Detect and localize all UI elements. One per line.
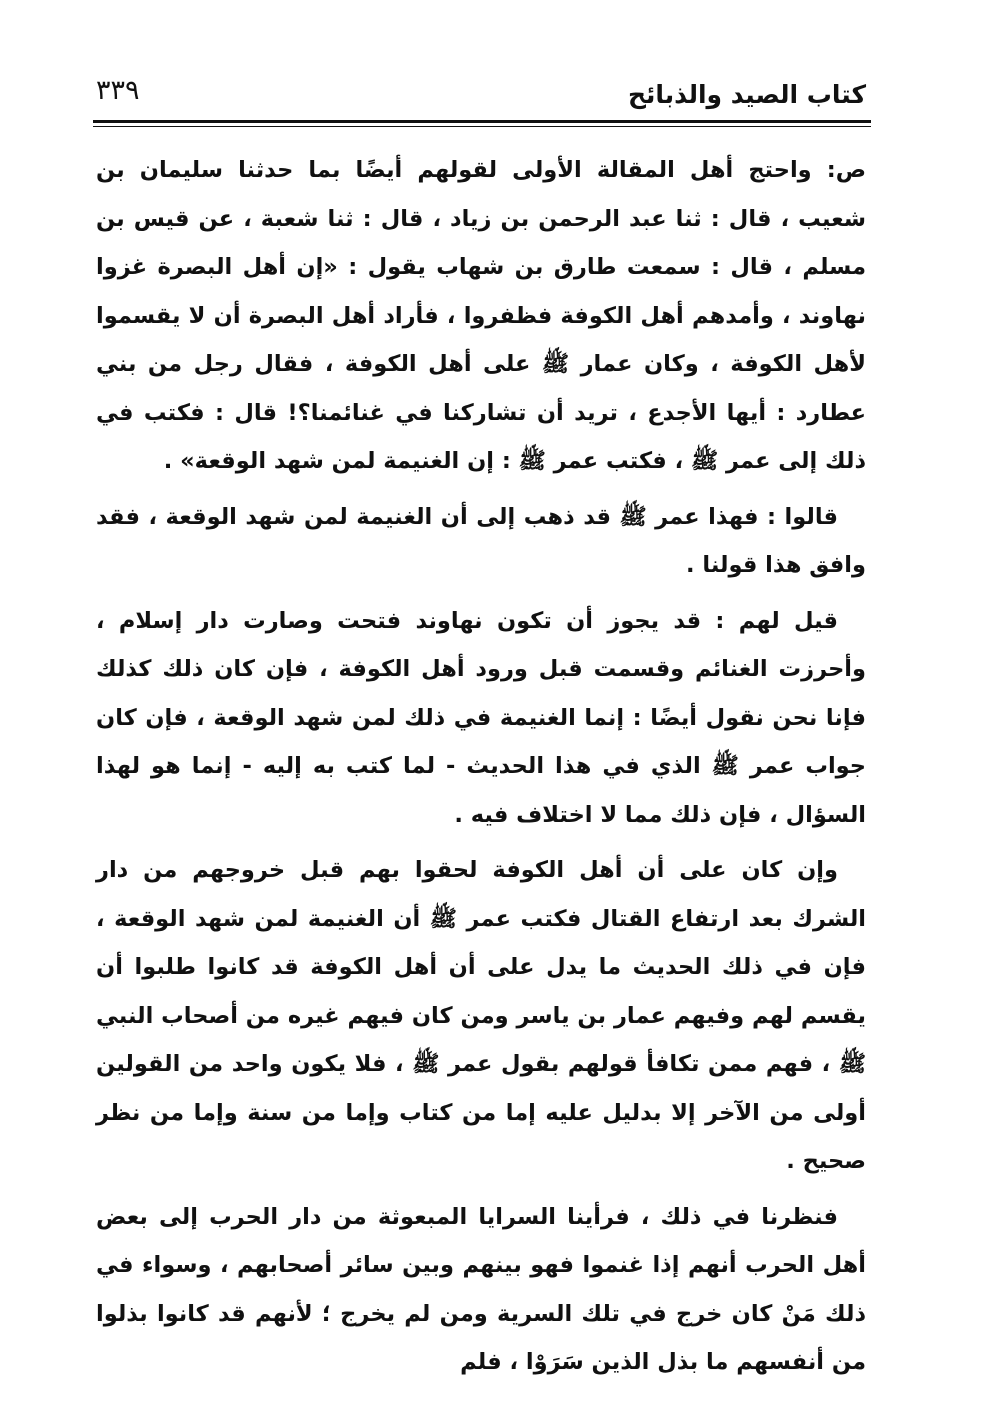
body-text [96, 146, 866, 1394]
page-number: ٣٣٩ [96, 75, 140, 106]
header-rule-thin [93, 126, 871, 127]
paragraph: ص: واحتج أهل المقالة الأولى لقولهم أيضًا بما حدثنا سليمان بن شعيب ، قال : ثنا عبد الرحمن بن زياد ، قال : ثنا شعبة ، عن قيس بن مسلم ، قال : سمعت طارق بن شهاب يقول : «إن أهل البصرة غزوا نهاوند ، وأمدهم أهل الكوفة فظفروا ، فأراد أهل البصرة أن لا يقسموا لأهل الكوفة ، وكان عمار ﷺ على أهل الكوفة ، فقال رجل من بني عطارد : أيها الأجدع ، تريد أن تشاركنا في غنائمنا؟! قال : فكتب في ذلك إلى عمر ﷺ ، فكتب عمر ﷺ : إن الغنيمة لمن شهد الوقعة» . [96, 157, 866, 474]
paragraph: قالوا : فهذا عمر ﷺ قد ذهب إلى أن الغنيمة لمن شهد الوقعة ، فقد وافق هذا قولنا . [96, 503, 866, 578]
page-header [96, 70, 866, 120]
header-rule-thick [93, 120, 871, 123]
paragraph: وإن كان على أن أهل الكوفة لحقوا بهم قبل خروجهم من دار الشرك بعد ارتفاع القتال فكتب عمر ﷺ أن الغنيمة لمن شهد الوقعة ، فإن في ذلك الحديث ما يدل على أن أهل الكوفة قد كانوا طلبوا أن يقسم لهم وفيهم عمار بن ياسر ومن كان فيهم غيره من أصحاب النبي ﷺ ، فهم ممن تكافأ قولهم بقول عمر ﷺ ، فلا يكون واحد من القولين أولى من الآخر إلا بدليل عليه إما من كتاب وإما من سنة وإما من نظر صحيح . [96, 857, 866, 1174]
paragraph: فنظرنا في ذلك ، فرأينا السرايا المبعوثة من دار الحرب إلى بعض أهل الحرب أنهم إذا غنموا فهو بينهم وبين سائر أصحابهم ، وسواء في ذلك مَنْ كان خرج في تلك السرية ومن لم يخرج ؛ لأنهم قد كانوا بذلوا من أنفسهم ما بذل الذين سَرَوْا ، فلم [96, 1203, 866, 1375]
chapter-title: كتاب الصيد والذبائح [627, 80, 866, 109]
paragraph: قيل لهم : قد يجوز أن تكون نهاوند فتحت وصارت دار إسلام ، وأحرزت الغنائم وقسمت قبل ورود أهل الكوفة ، فإن كان ذلك كذلك فإنا نحن نقول أيضًا : إنما الغنيمة في ذلك لمن شهد الوقعة ، فإن كان جواب عمر ﷺ الذي في هذا الحديث - لما كتب به إليه - إنما هو لهذا السؤال ، فإن ذلك مما لا اختلاف فيه . [96, 607, 866, 828]
